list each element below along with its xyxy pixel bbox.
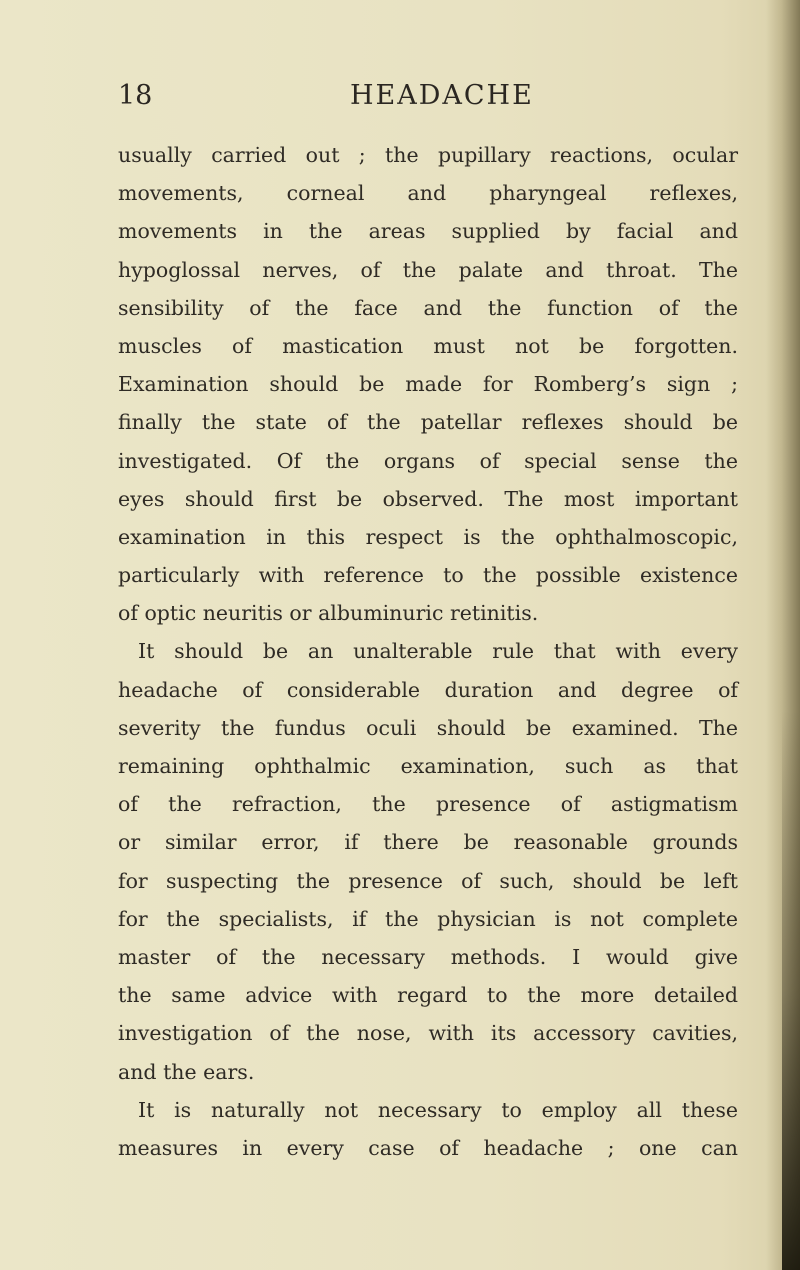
- page-header: [118, 80, 738, 120]
- page-corner-shadow: [782, 710, 800, 1270]
- text-line: or similar error, if there be reasonable grounds: [118, 830, 738, 855]
- text-line: particularly with reference to the possible existence: [118, 563, 738, 588]
- text-line: remaining ophthalmic examination, such as that: [118, 754, 738, 778]
- text-line: measures in every case of headache ; one can: [118, 1135, 738, 1160]
- text-line: muscles of mastication must not be forgotten.: [118, 333, 738, 358]
- text-line: of optic neuritis or albuminuric retinitis.: [118, 601, 539, 626]
- text-line: sensibility of the face and the function of the: [118, 295, 738, 320]
- text-line: examination in this respect is the ophthalmoscopic,: [118, 524, 738, 549]
- text-line: finally the state of the patellar reflexes should be: [118, 410, 738, 435]
- page-number: 18: [118, 80, 153, 111]
- body-text: [118, 136, 738, 1167]
- text-line: It should be an unalterable rule that with every: [138, 639, 738, 664]
- text-line: of the refraction, the presence of astigmatism: [118, 792, 738, 817]
- text-line: headache of considerable duration and degree of: [118, 677, 738, 702]
- running-title: HEADACHE: [350, 80, 534, 111]
- text-line: severity the fundus oculi should be examined. The: [118, 715, 738, 740]
- text-line: investigated. Of the organs of special sense the: [118, 448, 738, 473]
- text-line: the same advice with regard to the more detailed: [118, 983, 738, 1008]
- text-line: eyes should first be observed. The most important: [118, 486, 738, 511]
- text-line: for suspecting the presence of such, should be left: [118, 868, 738, 893]
- text-line: for the specialists, if the physician is not complete: [118, 906, 738, 931]
- text-line: investigation of the nose, with its accessory cavities,: [118, 1021, 738, 1046]
- text-line: movements in the areas supplied by facial and: [118, 219, 738, 244]
- text-line: movements, corneal and pharyngeal reflexes,: [118, 181, 738, 206]
- text-line: hypoglossal nerves, of the palate and throat. The: [118, 257, 738, 282]
- text-line: usually carried out ; the pupillary reactions, ocular: [118, 143, 738, 167]
- text-line: master of the necessary methods. I would give: [118, 944, 738, 969]
- text-line: Examination should be made for Romberg’s sign ;: [118, 372, 738, 397]
- text-line: and the ears.: [118, 1059, 255, 1084]
- text-line: It is naturally not necessary to employ all these: [138, 1097, 738, 1122]
